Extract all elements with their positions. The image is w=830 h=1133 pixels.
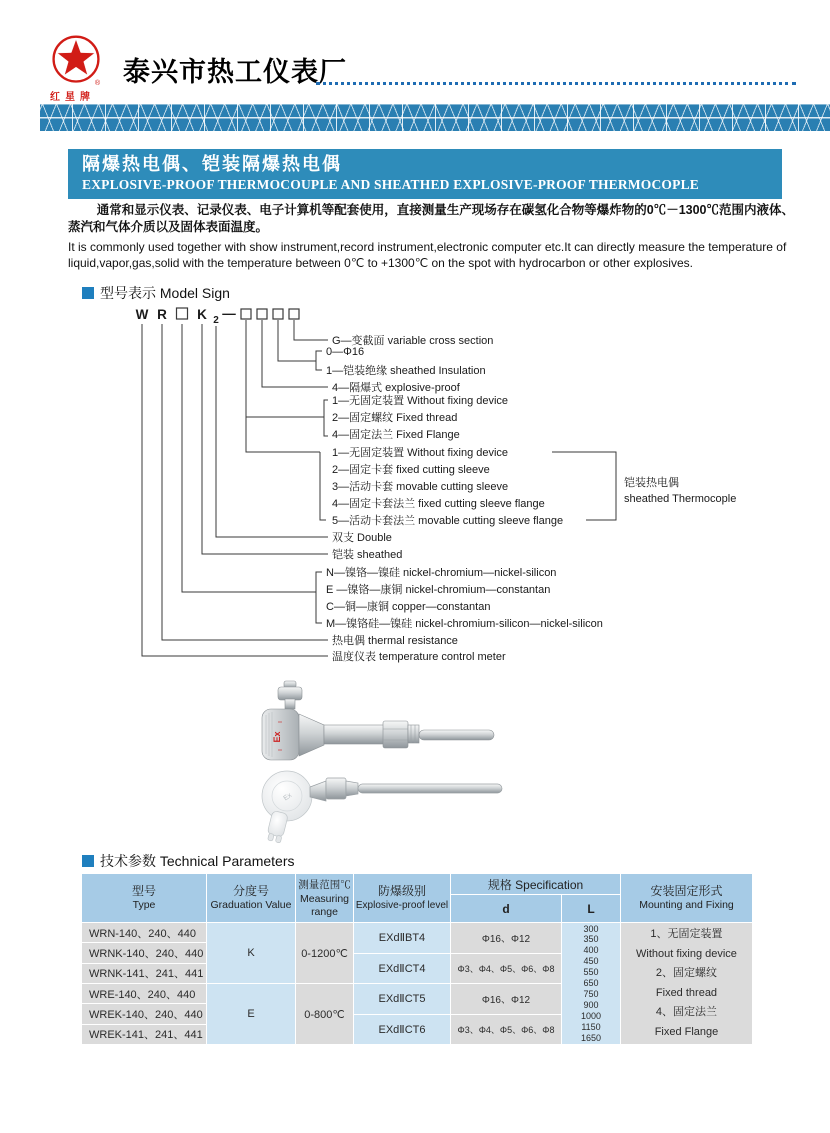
code-box-graduation bbox=[177, 308, 188, 319]
label-graduation-c: C—铜—康铜 copper—constantan bbox=[326, 601, 491, 613]
range-cell: 0-800℃ bbox=[296, 984, 353, 1044]
header-specification: 规格 Specification d L bbox=[451, 874, 620, 922]
header-spec-l: L bbox=[562, 895, 620, 922]
model-sign-section-title: 型号表示 Model Sign bbox=[100, 285, 230, 301]
type-cell: WRNK-140、240、440 bbox=[82, 943, 206, 962]
type-cell: WRE-140、240、440 bbox=[82, 984, 206, 1003]
technical-section-title: 技术参数 Technical Parameters bbox=[100, 853, 295, 869]
label-sleeve-none: 1—无固定装置 Without fixing device bbox=[332, 447, 509, 459]
thermocouple-top-image bbox=[262, 681, 494, 760]
type-cell: WRNK-141、241、441 bbox=[82, 964, 206, 983]
ex-mark: Ex bbox=[272, 731, 282, 743]
table-header bbox=[82, 874, 752, 922]
column-type bbox=[82, 923, 206, 1044]
column-measuring-range bbox=[296, 923, 353, 1044]
label-fix-flange: 4—固定法兰 Fixed Flange bbox=[332, 429, 460, 441]
label-graduation-n: N—镍铬—镍硅 nickel-chromium—nickel-silicon bbox=[326, 567, 557, 579]
graduation-cell: E bbox=[207, 984, 295, 1044]
code-dash: — bbox=[222, 306, 236, 321]
explosive-cell: EXdⅡBT4 bbox=[354, 923, 450, 953]
label-movable-cutting-sleeve: 3—活动卡套 movable cutting sleeve bbox=[332, 481, 509, 493]
label-sheathed: 铠装 sheathed bbox=[332, 549, 403, 561]
code-char-w: W bbox=[135, 307, 149, 322]
label-fix-none: 1—无固定装置 Without fixing device bbox=[332, 395, 509, 407]
lattice-band bbox=[40, 104, 830, 131]
header-mounting: 安装固定形式 Mounting and Fixing bbox=[621, 874, 752, 922]
label-temperature-meter: 温度仪表 temperature control meter bbox=[332, 651, 506, 663]
technical-parameters-table bbox=[82, 874, 752, 1044]
company-name: 泰兴市热工仪表厂 bbox=[123, 57, 347, 87]
label-movable-sleeve-flange: 5—活动卡套法兰 movable cutting sleeve flange bbox=[332, 515, 564, 527]
type-cell: WREK-140、240、440 bbox=[82, 1004, 206, 1023]
column-diameter bbox=[451, 923, 561, 1044]
graduation-cell: K bbox=[207, 923, 295, 983]
section-bullet-icon bbox=[82, 287, 94, 299]
column-graduation bbox=[207, 923, 295, 1044]
header-type: 型号 Type bbox=[82, 874, 206, 922]
diameter-cell: Φ16、Φ12 bbox=[451, 923, 561, 953]
intro-block bbox=[68, 202, 794, 271]
svg-text:®: ® bbox=[94, 79, 101, 86]
label-sheathed-group-en: sheathed Thermocople bbox=[624, 493, 737, 505]
code-box-3 bbox=[273, 309, 283, 319]
diameter-cell: Φ3、Φ4、Φ5、Φ6、Φ8 bbox=[451, 1015, 561, 1045]
diameter-cell: Φ3、Φ4、Φ5、Φ6、Φ8 bbox=[451, 954, 561, 984]
header-explosive-level: 防爆级别 Explosive-proof level bbox=[354, 874, 450, 922]
column-length bbox=[562, 923, 620, 1044]
type-cell: WRN-140、240、440 bbox=[82, 923, 206, 942]
code-char-2: 2 bbox=[213, 315, 219, 326]
code-box-4 bbox=[289, 309, 299, 319]
label-graduation-m: M—镍铬硅—镍硅 nickel-chromium-silicon—nickel-silicon bbox=[326, 618, 603, 630]
label-graduation-e: E —镍铬—康铜 nickel-chromium—constantan bbox=[326, 584, 551, 596]
label-sheathed-group-zh: 铠装热电偶 bbox=[624, 477, 679, 489]
title-banner bbox=[68, 149, 782, 199]
thermocouple-bottom-image bbox=[262, 771, 502, 843]
column-explosive-level bbox=[354, 923, 450, 1044]
intro-paragraph-zh: 通常和显示仪表、记录仪表、电子计算机等配套使用，直接测量生产现场存在碳氢化合物等爆炸物的0℃－1300℃范围内液体、蒸汽和气体介质以及固体表面温度。 bbox=[68, 203, 795, 234]
mounting-cell: 1、无固定装置 Without fixing device 2、固定螺纹 Fixed thread 4、固定法兰 Fixed Flange bbox=[621, 923, 752, 1044]
header-spec-d: d bbox=[451, 895, 561, 922]
label-explosive-proof: 4—隔爆式 explosive-proof bbox=[332, 382, 460, 394]
explosive-cell: EXdⅡCT6 bbox=[354, 1015, 450, 1045]
explosive-cell: EXdⅡCT4 bbox=[354, 954, 450, 984]
header-measuring-range: 测量范围℃ Measuring range bbox=[296, 874, 353, 922]
column-mounting bbox=[621, 923, 752, 1044]
label-d16: 0—Φ16 bbox=[326, 346, 365, 358]
type-cell: WREK-141、241、441 bbox=[82, 1025, 206, 1044]
brand-label: 红星牌 bbox=[50, 92, 95, 103]
svg-text:Ex: Ex bbox=[282, 792, 294, 803]
section-bullet-icon bbox=[82, 855, 94, 867]
model-sign-diagram bbox=[60, 300, 780, 668]
code-char-r: R bbox=[157, 307, 167, 322]
page-title-zh: 隔爆热电偶、铠装隔爆热电偶 bbox=[82, 154, 342, 174]
label-variable-cross-section: G—变截面 variable cross section bbox=[332, 335, 494, 347]
dotted-rule bbox=[316, 58, 796, 85]
red-star-logo-icon bbox=[46, 34, 106, 86]
length-cell: 300 350 400 450 550 650 750 900 1000 1150 1650 bbox=[562, 923, 620, 1044]
explosive-cell: EXdⅡCT5 bbox=[354, 984, 450, 1014]
label-fix-thread: 2—固定螺纹 Fixed thread bbox=[332, 412, 458, 424]
code-box-1 bbox=[241, 309, 251, 319]
label-double: 双支 Double bbox=[332, 532, 392, 544]
intro-paragraph-en: It is commonly used together with show instrument,record instrument,electronic computer etc.It can directly measure the temperature of liquid,vapor,gas,solid with the temperature between 0℃ to +1300℃ on the spot with hydrocarbon or other explosives. bbox=[68, 240, 787, 270]
label-thermocouple: 热电偶 thermal resistance bbox=[332, 635, 458, 647]
header-graduation: 分度号 Graduation Value bbox=[207, 874, 295, 922]
page-title-en: EXPLOSIVE-PROOF THERMOCOUPLE AND SHEATHED EXPLOSIVE-PROOF THERMOCOPLE bbox=[82, 177, 699, 192]
range-cell: 0-1200℃ bbox=[296, 923, 353, 983]
section-technical-parameters bbox=[82, 851, 295, 871]
label-fixed-cutting-sleeve: 2—固定卡套 fixed cutting sleeve bbox=[332, 464, 490, 476]
table-body bbox=[82, 923, 752, 1044]
label-sheathed-insulation: 1—铠装绝缘 sheathed Insulation bbox=[326, 365, 486, 377]
diameter-cell: Φ16、Φ12 bbox=[451, 984, 561, 1014]
code-box-2 bbox=[257, 309, 267, 319]
code-char-k: K bbox=[197, 307, 207, 322]
label-fixed-sleeve-flange: 4—固定卡套法兰 fixed cutting sleeve flange bbox=[332, 498, 545, 510]
product-illustrations bbox=[240, 678, 520, 850]
